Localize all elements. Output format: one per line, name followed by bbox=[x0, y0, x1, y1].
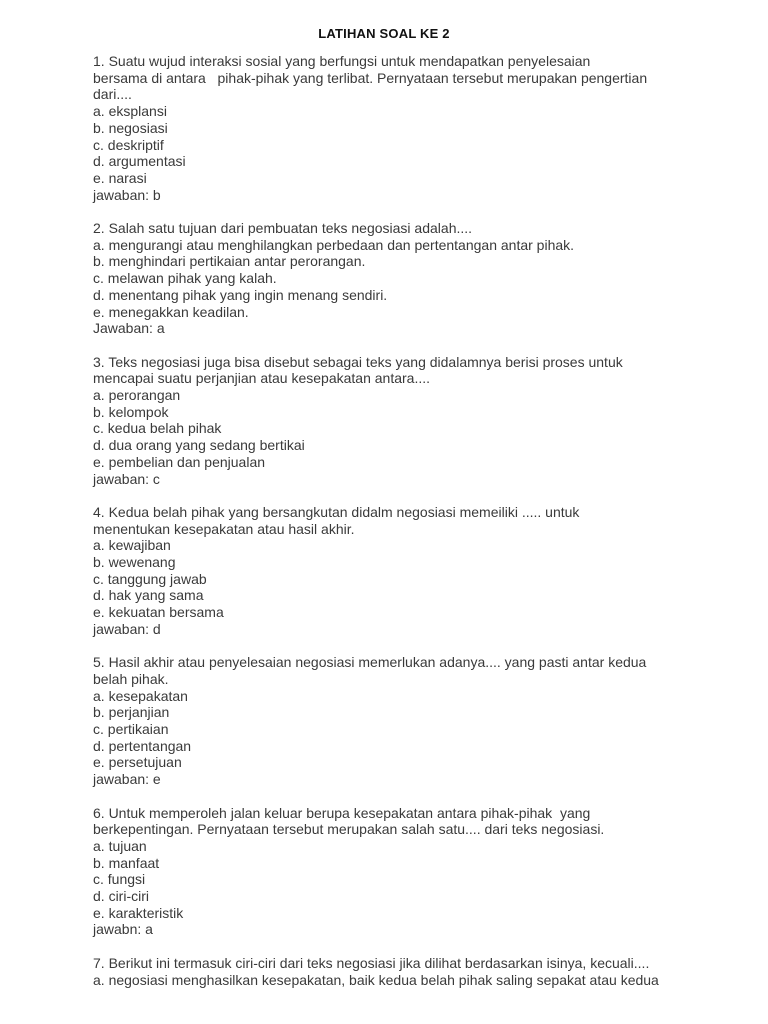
question-3 bbox=[93, 354, 693, 488]
question-2 bbox=[93, 220, 693, 337]
answer-option: b. menghindari pertikaian antar perorangan. bbox=[93, 253, 366, 270]
question-6 bbox=[93, 805, 693, 939]
question-prompt-line: berkepentingan. Pernyataan tersebut merupakan salah satu.... dari teks negosiasi. bbox=[93, 821, 605, 838]
answer-option: a. negosiasi menghasilkan kesepakatan, baik kedua belah pihak saling sepakat atau kedua bbox=[93, 971, 659, 988]
question-prompt-line: belah pihak. bbox=[93, 670, 169, 687]
question-prompt-line: 1. Suatu wujud interaksi sosial yang berfungsi untuk mendapatkan penyelesaian bbox=[93, 53, 591, 69]
answer-key: Jawaban: a bbox=[93, 320, 165, 337]
answer-key: jawaban: e bbox=[93, 771, 161, 788]
question-1 bbox=[93, 53, 693, 203]
question-4 bbox=[93, 504, 693, 638]
question-prompt-line: menentukan kesepakatan atau hasil akhir. bbox=[93, 520, 355, 537]
question-prompt-line: 7. Berikut ini termasuk ciri-ciri dari teks negosiasi jika dilihat berdasarkan isinya, kecuali.... bbox=[93, 954, 650, 971]
answer-option: b. negosiasi bbox=[93, 119, 168, 136]
answer-key: jawaban: c bbox=[93, 470, 160, 487]
answer-option: c. melawan pihak yang kalah. bbox=[93, 270, 277, 287]
question-list bbox=[93, 53, 693, 1005]
question-prompt-line: 6. Untuk memperoleh jalan keluar berupa kesepakatan antara pihak-pihak yang bbox=[93, 804, 591, 821]
answer-option: e. menegakkan keadilan. bbox=[93, 303, 249, 320]
answer-option: d. pertentangan bbox=[93, 737, 192, 754]
question-prompt-line: dari.... bbox=[93, 86, 132, 103]
question-prompt-line: 3. Teks negosiasi juga bisa disebut sebagai teks yang didalamnya berisi proses untuk bbox=[93, 353, 623, 370]
answer-option: e. karakteristik bbox=[93, 904, 184, 921]
answer-option: a. tujuan bbox=[93, 837, 147, 854]
answer-option: a. eksplansi bbox=[93, 103, 167, 120]
question-7 bbox=[93, 955, 693, 988]
answer-option: d. hak yang sama bbox=[93, 587, 204, 604]
answer-option: b. perjanjian bbox=[93, 704, 170, 721]
answer-option: c. kedua belah pihak bbox=[93, 420, 222, 437]
answer-key: jawaban: b bbox=[93, 186, 161, 203]
answer-option: d. dua orang yang sedang bertikai bbox=[93, 437, 305, 454]
question-prompt-line: bersama di antara pihak-pihak yang terlibat. Pernyataan tersebut merupakan pengertian bbox=[93, 69, 648, 86]
answer-option: d. ciri-ciri bbox=[93, 888, 149, 905]
answer-option: e. kekuatan bersama bbox=[93, 604, 224, 621]
question-5 bbox=[93, 654, 693, 788]
answer-option: a. perorangan bbox=[93, 387, 181, 404]
answer-key: jawaban: d bbox=[93, 620, 161, 637]
answer-option: a. kesepakatan bbox=[93, 687, 188, 704]
question-prompt-line: 5. Hasil akhir atau penyelesaian negosiasi memerlukan adanya.... yang pasti antar kedua bbox=[93, 654, 647, 671]
answer-option: e. pembelian dan penjualan bbox=[93, 453, 266, 470]
question-prompt-line: mencapai suatu perjanjian atau kesepakatan antara.... bbox=[93, 370, 431, 387]
question-prompt-line: 2. Salah satu tujuan dari pembuatan teks negosiasi adalah.... bbox=[93, 220, 473, 237]
answer-option: b. wewenang bbox=[93, 554, 176, 571]
answer-option: b. manfaat bbox=[93, 854, 160, 871]
answer-option: d. menentang pihak yang ingin menang sendiri. bbox=[93, 286, 388, 303]
answer-option: a. kewajiban bbox=[93, 537, 171, 554]
document-title: LATIHAN SOAL KE 2 bbox=[318, 26, 450, 41]
answer-option: d. argumentasi bbox=[93, 153, 186, 170]
answer-option: e. persetujuan bbox=[93, 754, 182, 771]
answer-option: b. kelompok bbox=[93, 403, 169, 420]
answer-option: c. deskriptif bbox=[93, 136, 164, 153]
answer-key: jawabn: a bbox=[93, 921, 153, 938]
answer-option: c. tanggung jawab bbox=[93, 570, 207, 587]
answer-option: e. narasi bbox=[93, 169, 147, 186]
answer-option: a. mengurangi atau menghilangkan perbedaan dan pertentangan antar pihak. bbox=[93, 236, 575, 253]
answer-option: c. fungsi bbox=[93, 871, 146, 888]
answer-option: c. pertikaian bbox=[93, 721, 169, 738]
question-prompt-line: 4. Kedua belah pihak yang bersangkutan didalm negosiasi memeiliki ..... untuk bbox=[93, 503, 580, 520]
